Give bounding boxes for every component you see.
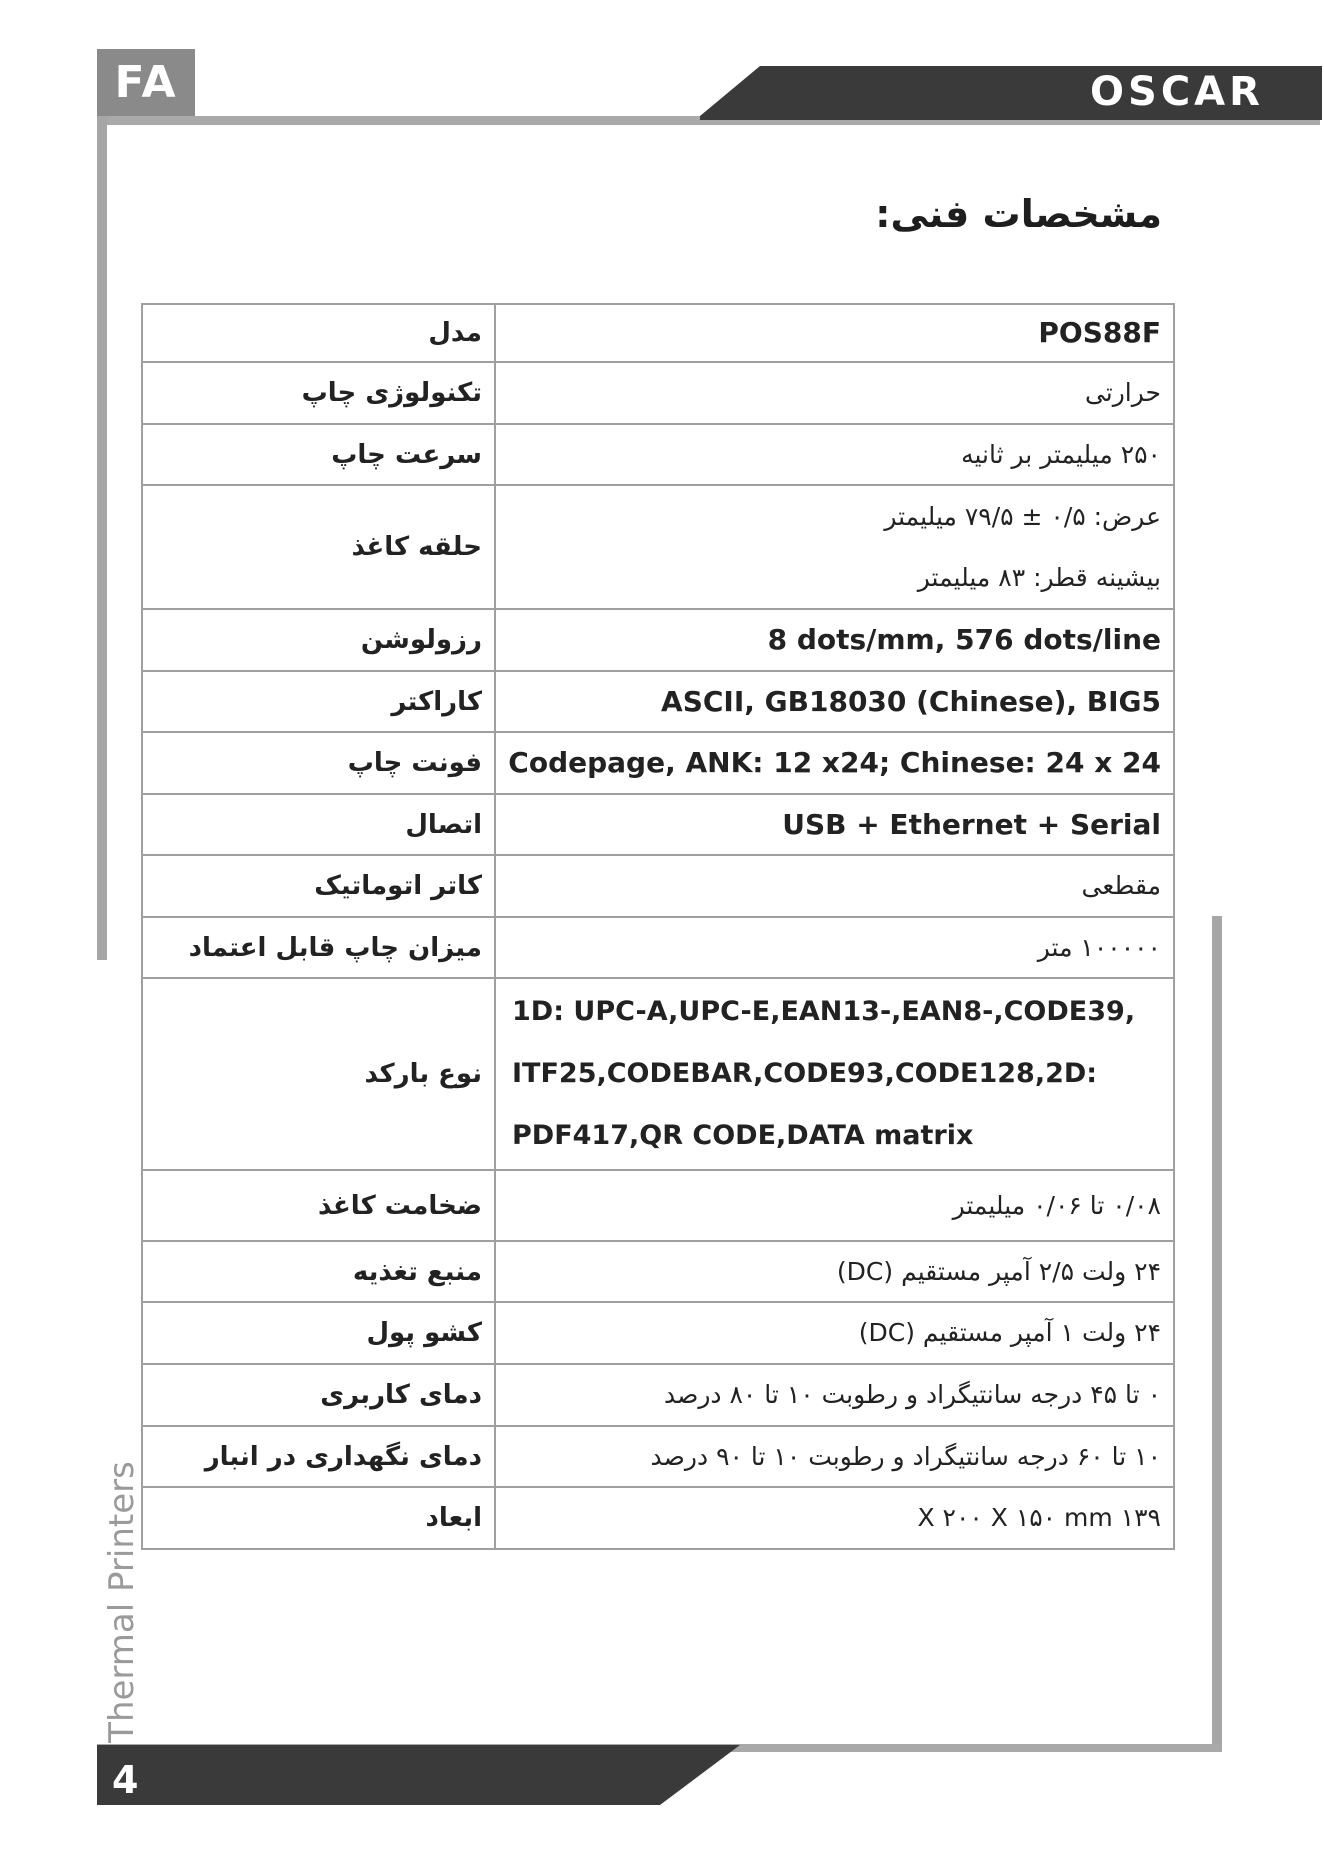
section-title: مشخصات فنی: [875,192,1162,236]
table-row [142,1426,1174,1487]
footer-dark-band [97,1745,740,1805]
table-row [142,671,1174,732]
left-frame-bar [97,116,107,960]
spec-label: منبع تغذیه [142,1241,495,1302]
language-tab: FA [97,49,195,116]
footer-banner [0,1745,1324,1805]
spec-value: Codepage, ANK: 12 x24; Chinese: 24 x 24 [495,732,1174,794]
spec-value: ASCII, GB18030 (Chinese), BIG5 [495,671,1174,732]
spec-label: کاتر اتوماتیک [142,855,495,917]
table-row [142,917,1174,978]
spec-value: ۰/۰۸ تا ۰/۰۶ میلیمتر [495,1170,1174,1241]
table-row [142,794,1174,855]
spec-value [495,485,1174,609]
table-row [142,424,1174,485]
spec-label: نوع بارکد [142,978,495,1170]
table-row [142,1487,1174,1549]
spec-label: فونت چاپ [142,732,495,794]
spec-value: ۰ تا ۴۵ درجه سانتیگراد و رطوبت ۱۰ تا ۸۰ درصد [495,1364,1174,1426]
spec-label: تکنولوژی چاپ [142,362,495,424]
spec-value: ۲۴ ولت ۲/۵ آمپر مستقیم (DC) [495,1241,1174,1302]
table-row [142,304,1174,362]
spec-value: ۱۰۰۰۰۰ متر [495,917,1174,978]
spec-value-line: بیشینه قطر: ۸۳ میلیمتر [917,563,1161,592]
spec-label: سرعت چاپ [142,424,495,485]
side-category-label: Thermal Printers [102,1461,142,1743]
page-number: 4 [112,1758,139,1802]
spec-value-line: عرض: ۰/۵ ± ۷۹/۵ میلیمتر [884,502,1161,531]
spec-label: ضخامت کاغذ [142,1170,495,1241]
table-row [142,1364,1174,1426]
header-banner [0,0,1324,130]
table-row [142,609,1174,671]
spec-label: مدل [142,304,495,362]
table-row [142,485,1174,609]
spec-label: اتصال [142,794,495,855]
spec-label: دمای نگهداری در انبار [142,1426,495,1487]
right-frame-bar [1212,916,1222,1752]
table-row [142,732,1174,794]
spec-label: رزولوشن [142,609,495,671]
spec-value: USB + Ethernet + Serial [495,794,1174,855]
spec-value: ۱۳۹ X ۲۰۰ X ۱۵۰ mm [495,1487,1174,1549]
table-row [142,1302,1174,1364]
spec-value: 8 dots/mm, 576 dots/line [495,609,1174,671]
spec-value: ۱۰ تا ۶۰ درجه سانتیگراد و رطوبت ۱۰ تا ۹۰ درصد [495,1426,1174,1487]
spec-value: POS88F [495,304,1174,362]
table-row [142,1241,1174,1302]
table-row [142,978,1174,1170]
spec-label: دمای کاربری [142,1364,495,1426]
spec-value: حرارتی [495,362,1174,424]
spec-value-line: PDF417,QR CODE,DATA matrix [512,1120,974,1151]
spec-label: حلقه کاغذ [142,485,495,609]
spec-label: ابعاد [142,1487,495,1549]
table-row [142,855,1174,917]
spec-value: ۲۵۰ میلیمتر بر ثانیه [495,424,1174,485]
table-row [142,1170,1174,1241]
spec-value [495,978,1174,1170]
brand-logo: OSCAR [1090,69,1264,115]
spec-value-line: 1D: UPC-A,UPC-E,EAN13-,EAN8-,CODE39, [512,996,1136,1027]
spec-label: کاراکتر [142,671,495,732]
spec-value: مقطعی [495,855,1174,917]
spec-value-line: ITF25,CODEBAR,CODE93,CODE128,2D: [512,1058,1098,1089]
table-row [142,362,1174,424]
spec-label: میزان چاپ قابل اعتماد [142,917,495,978]
spec-value: ۲۴ ولت ۱ آمپر مستقیم (DC) [495,1302,1174,1364]
spec-label: کشو پول [142,1302,495,1364]
specs-table [141,303,1175,1550]
